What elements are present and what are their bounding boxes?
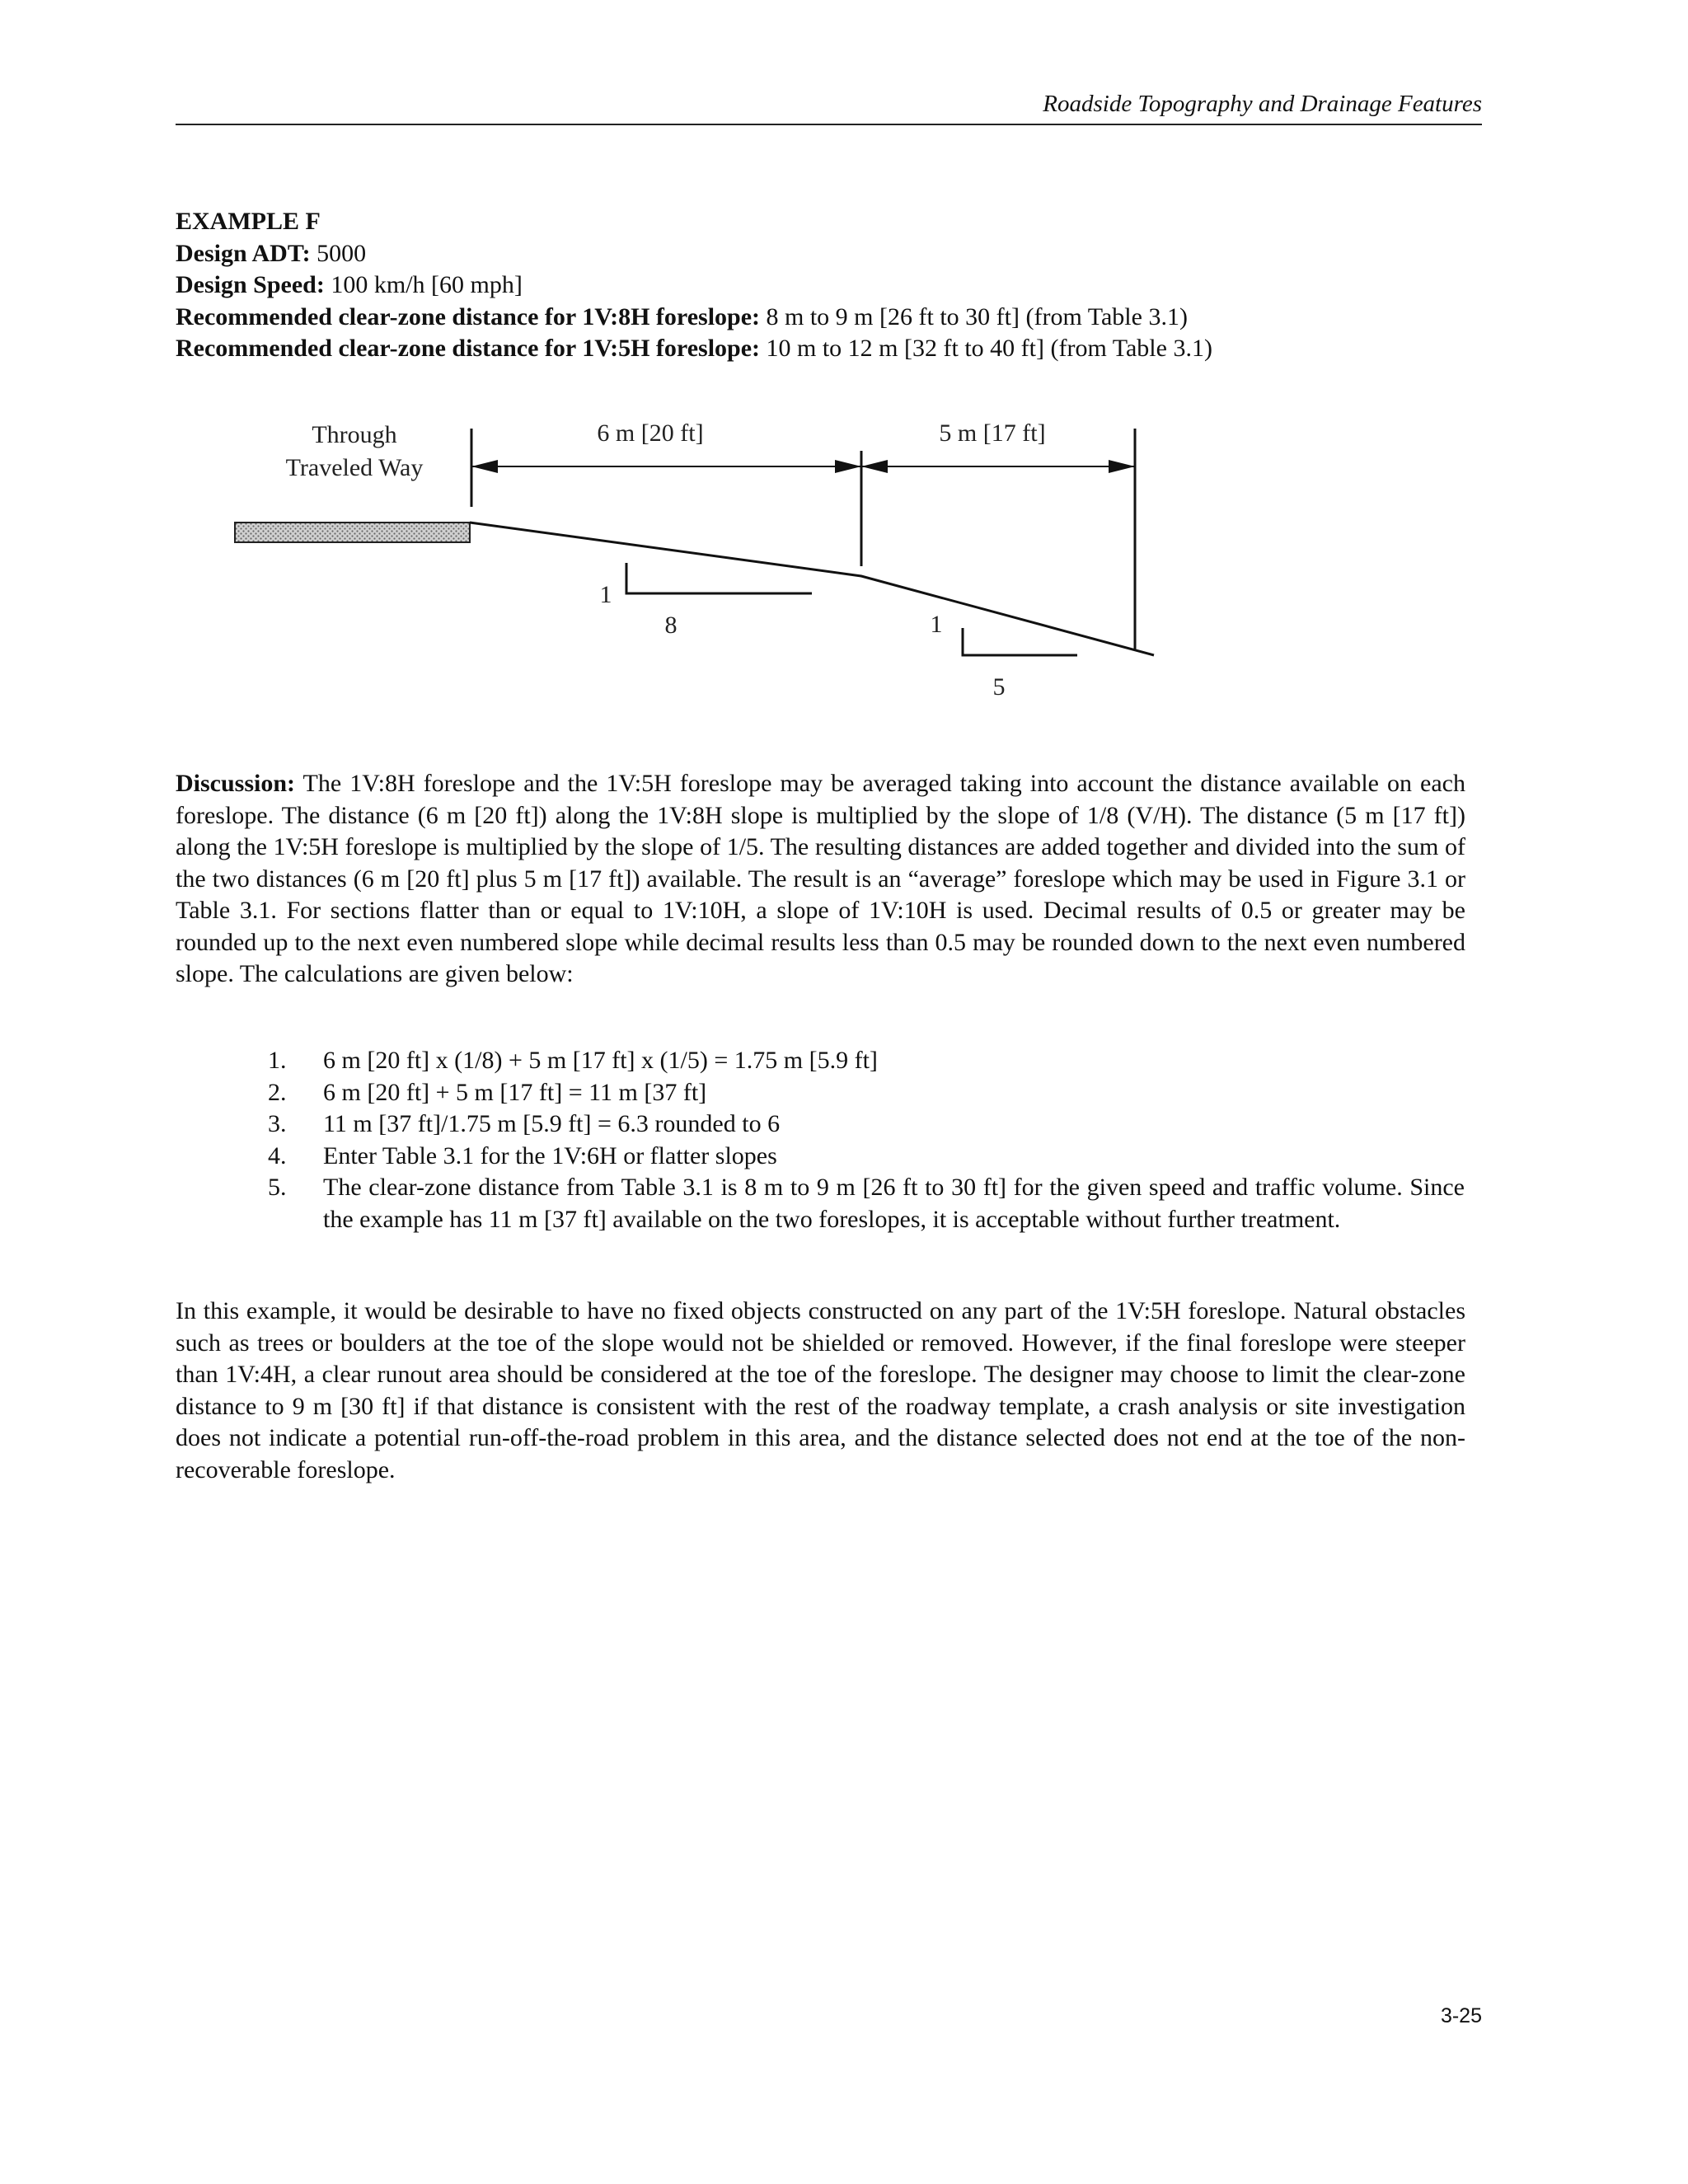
dimension-arrowhead xyxy=(861,460,888,473)
page-number: 3-25 xyxy=(1440,2004,1482,2027)
calculation-list xyxy=(268,1045,1465,1235)
design-adt-row xyxy=(176,238,1511,270)
clear-zone-5h-row xyxy=(176,333,1511,365)
slope-triangle-1v5h xyxy=(963,628,1077,655)
clear-zone-5h-value: 10 m to 12 m [32 ft to 40 ft] (from Table 3.1) xyxy=(760,335,1212,362)
design-adt-label: Design ADT: xyxy=(176,239,311,267)
clear-zone-5h-label: Recommended clear-zone distance for 1V:5H foreslope: xyxy=(176,335,761,362)
calculation-number: 4. xyxy=(268,1141,287,1169)
running-header: Roadside Topography and Drainage Features xyxy=(1043,91,1482,117)
dimension-label-5m: 5 m [17 ft] xyxy=(939,419,1046,447)
slope1-run-label: 8 xyxy=(664,612,678,639)
dimension-label-6m: 6 m [20 ft] xyxy=(597,419,704,447)
design-adt-value: 5000 xyxy=(310,239,367,267)
calculation-text: 11 m [37 ft]/1.75 m [5.9 ft] = 6.3 rounded to 6 xyxy=(323,1110,781,1137)
calculation-number: 3. xyxy=(268,1110,287,1137)
design-speed-value: 100 km/h [60 mph] xyxy=(324,271,523,298)
calculation-item xyxy=(268,1172,1465,1235)
through-label-line1: Through xyxy=(312,421,397,448)
calculation-item xyxy=(268,1108,1465,1141)
calculation-item xyxy=(268,1141,1465,1173)
calculation-text: The clear-zone distance from Table 3.1 is 8 m to 9 m [26 ft to 30 ft] for the given speed and traffic volume. Since the example has 11 m [37 ft] available on the two foreslopes, it is acceptable without further treatment. xyxy=(323,1174,1465,1233)
discussion-text: The 1V:8H foreslope and the 1V:5H foreslope may be averaged taking into account the distance available on each foreslope. The distance (6 m [20 ft]) along the 1V:8H slope is multiplied by the slope of 1/8 (V/H). The distance (5 m [17 ft]) along the 1V:5H foreslope is multiplied by the slope of 1/5. The resulting distances are added together and divided into the sum of the two distances (6 m [20 ft] plus 5 m [17 ft]) available. The result is an “average” foreslope which may be used in Figure 3.1 or Table 3.1. For sections flatter than or equal to 1V:10H, a slope of 1V:10H is used. Decimal results of 0.5 or greater may be rounded up to the next even numbered slope while decimal results less than 0.5 may be rounded down to the next even numbered slope. The calculations are given below: xyxy=(176,770,1465,987)
slope2-rise-label: 1 xyxy=(930,611,943,638)
calculation-number: 2. xyxy=(268,1078,287,1106)
calculation-number: 1. xyxy=(268,1047,287,1074)
calculation-text: 6 m [20 ft] + 5 m [17 ft] = 11 m [37 ft] xyxy=(323,1078,707,1106)
calculation-item xyxy=(268,1045,1465,1077)
pavement-hatched xyxy=(235,523,470,542)
closing-paragraph: In this example, it would be desirable to have no fixed objects constructed on any part of the 1V:5H foreslope. Natural obstacles such as trees or boulders at the toe of the slope would not be shielded or removed. However, if the final foreslope were steeper than 1V:4H, a clear runout area should be considered at the toe of the foreslope. The designer may choose to limit the clear-zone distance to 9 m [30 ft] if that distance is consistent with the rest of the roadway template, a crash analysis or site investigation does not indicate a potential run-off-the-road problem in this area, and the distance selected does not end at the toe of the non-recoverable foreslope. xyxy=(176,1297,1465,1483)
clear-zone-8h-value: 8 m to 9 m [26 ft to 30 ft] (from Table 3.1) xyxy=(760,302,1188,330)
design-speed-row xyxy=(176,269,1511,302)
design-speed-label: Design Speed: xyxy=(176,271,325,298)
dimension-arrowhead xyxy=(1109,460,1135,473)
through-label-line2: Traveled Way xyxy=(285,454,424,481)
slope1-rise-label: 1 xyxy=(599,581,612,608)
discussion-label: Discussion: xyxy=(176,770,296,797)
foreslope-diagram xyxy=(223,416,1170,721)
slope2-run-label: 5 xyxy=(992,673,1006,701)
header-divider xyxy=(176,124,1482,125)
calculation-text: Enter Table 3.1 for the 1V:6H or flatter slopes xyxy=(323,1141,777,1169)
example-heading: EXAMPLE F xyxy=(176,208,321,235)
dimension-arrowhead xyxy=(835,460,861,473)
calculation-number: 5. xyxy=(268,1174,287,1201)
dimension-arrowhead xyxy=(471,460,498,473)
clear-zone-8h-row xyxy=(176,302,1511,334)
calculation-item xyxy=(268,1077,1465,1109)
example-heading-row xyxy=(176,206,1511,238)
slope-triangle-1v8h xyxy=(626,563,812,593)
example-info xyxy=(176,206,1511,365)
foreslope-profile xyxy=(470,523,1154,655)
clear-zone-8h-label: Recommended clear-zone distance for 1V:8H foreslope: xyxy=(176,302,761,330)
discussion-paragraph xyxy=(176,768,1465,991)
calculation-text: 6 m [20 ft] x (1/8) + 5 m [17 ft] x (1/5) = 1.75 m [5.9 ft] xyxy=(323,1047,878,1074)
